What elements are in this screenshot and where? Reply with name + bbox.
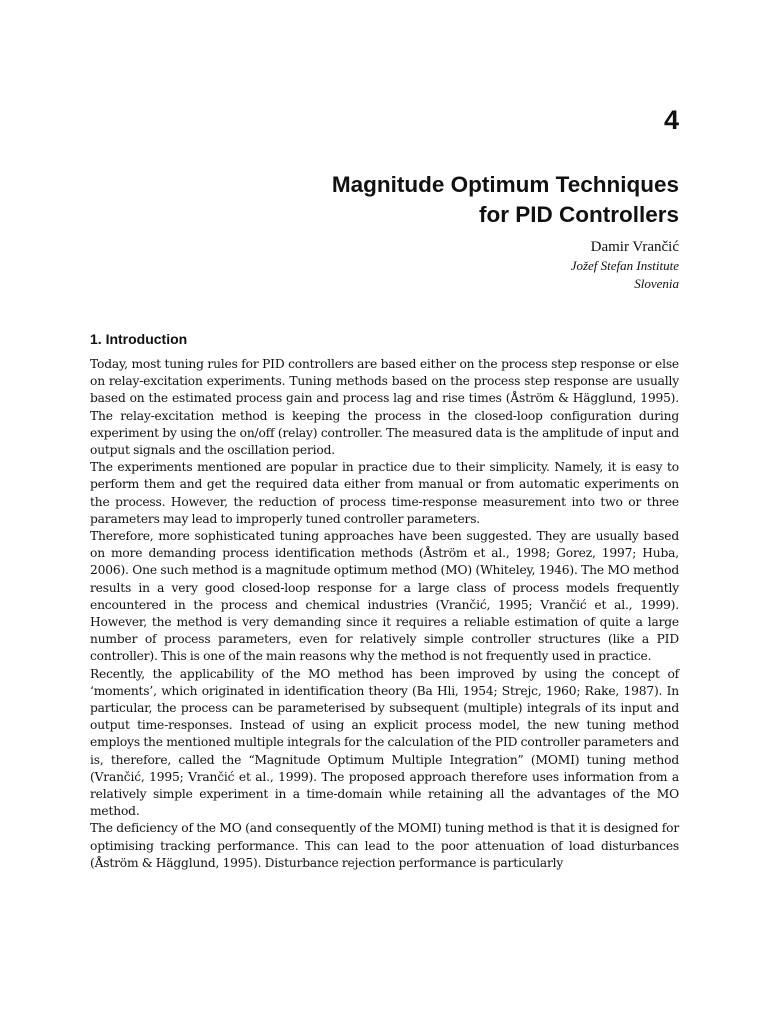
paragraph: The deficiency of the MO (and consequently of the MOMI) tuning method is that it is designed for optimising tracking performance. This can lead to the poor attenuation of load disturbances (Åström & Hägglund, 1995). Disturbance rejection performance is particularly <box>90 821 679 870</box>
author-country: Slovenia <box>634 276 679 291</box>
chapter-number: 4 <box>663 105 679 135</box>
paragraph: Therefore, more sophisticated tuning approaches have been suggested. They are usually based on more demanding process identification methods (Åström et al., 1998; Gorez, 1997; Huba, 2006). One such method is a magnitude optimum method (MO) (Whiteley, 1946). The MO method results in a very good closed-loop response for a large class of process models frequently encountered in the process and chemical industries (Vrančić, 1995; Vrančić et al., 1999). However, the method is very demanding since it requires a reliable estimation of quite a large number of process parameters, even for relatively simple controller structures (like a PID controller). This is one of the main reasons why the method is not frequently used in practice. <box>90 529 679 664</box>
document-page <box>90 0 679 1024</box>
chapter-title-line-2: for PID Controllers <box>478 202 679 227</box>
author-name: Damir Vrančić <box>590 239 679 255</box>
paragraph: Recently, the applicability of the MO method has been improved by using the concept of ‘moments’, which originated in identification theory (Ba Hli, 1954; Strejc, 1960; Rake, 1987). In particular, the process can be parameterised by subsequent (multiple) integrals of its input and output time-responses. Instead of using an explicit process model, the new tuning method employs the mentioned multiple integrals for the calculation of the PID controller parameters and is, therefore, called the “Magnitude Optimum Multiple Integration” (MOMI) tuning method (Vrančić, 1995; Vrančić et al., 1999). The proposed approach therefore uses information from a relatively simple experiment in a time-domain while retaining all the advantages of the MO method. <box>90 666 679 819</box>
body-text <box>90 356 679 872</box>
paragraph: Today, most tuning rules for PID controllers are based either on the process step response or else on relay-excitation experiments. Tuning methods based on the process step response are usually based on the estimated process gain and process lag and rise times (Åström & Hägglund, 1995). The relay-excitation method is keeping the process in the closed-loop configuration during experiment by using the on/off (relay) controller. The measured data is the amplitude of input and output signals and the oscillation period. <box>90 357 679 458</box>
author-institute: Jožef Stefan Institute <box>570 258 679 273</box>
chapter-title <box>332 170 679 230</box>
paragraph: The experiments mentioned are popular in practice due to their simplicity. Namely, it is easy to perform them and get the required data either from manual or from automatic experiments on the process. However, the reduction of process time-response measurement into two or three parameters may lead to improperly tuned controller parameters. <box>90 460 679 526</box>
chapter-title-line-1: Magnitude Optimum Techniques <box>331 172 679 197</box>
section-heading: 1. Introduction <box>90 331 188 347</box>
author-block <box>571 238 679 293</box>
